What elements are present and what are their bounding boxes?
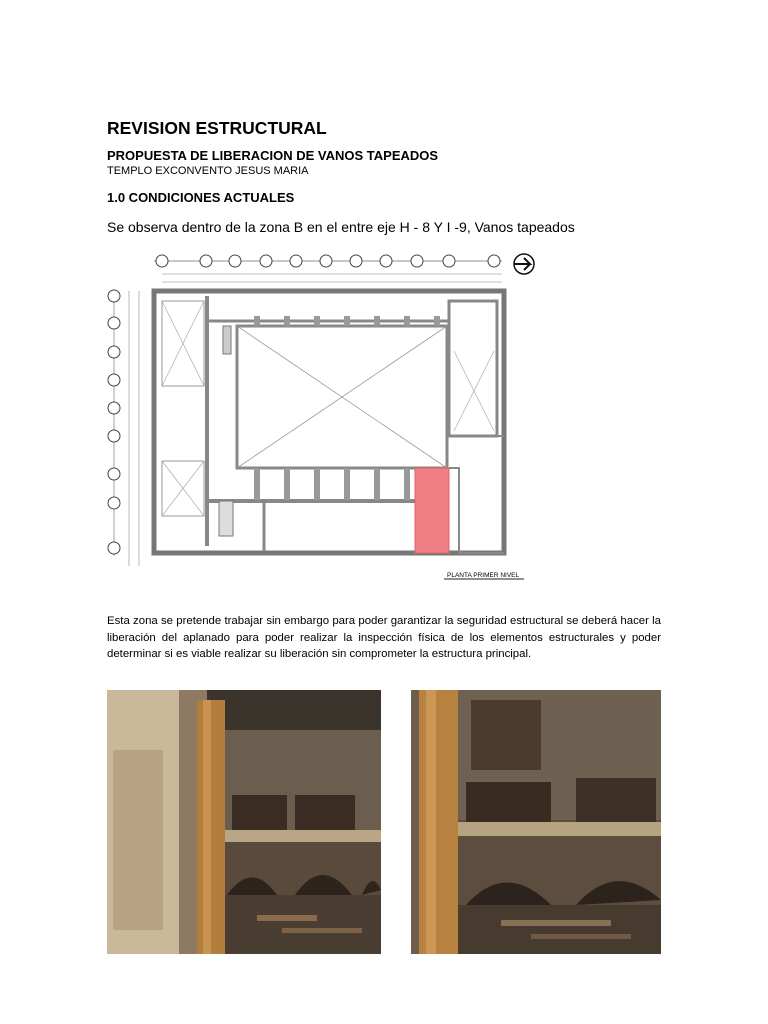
interior-photo-right	[411, 690, 661, 954]
document-title: REVISION ESTRUCTURAL	[107, 118, 327, 138]
plan-caption: PLANTA PRIMER NIVEL	[447, 572, 520, 579]
interior-photo-left	[107, 690, 381, 954]
floor-plan-drawing	[104, 246, 544, 592]
north-arrow-icon	[514, 254, 534, 274]
document-location: TEMPLO EXCONVENTO JESUS MARIA	[107, 165, 309, 177]
section-heading: 1.0 CONDICIONES ACTUALES	[107, 190, 295, 205]
body-paragraph: Esta zona se pretende trabajar sin embargo para poder garantizar la seguridad estructural se deberá hacer la liberación del aplanado para poder realizar la inspección física de los elementos estructurales y poder determinar si es viable realizar su liberación sin comprometer la estructura principal.	[107, 615, 661, 660]
document-subtitle: PROPUESTA DE LIBERACION DE VANOS TAPEADOS	[107, 148, 439, 163]
intro-text: Se observa dentro de la zona B en el entre eje H - 8 Y I -9, Vanos tapeados	[107, 219, 575, 235]
